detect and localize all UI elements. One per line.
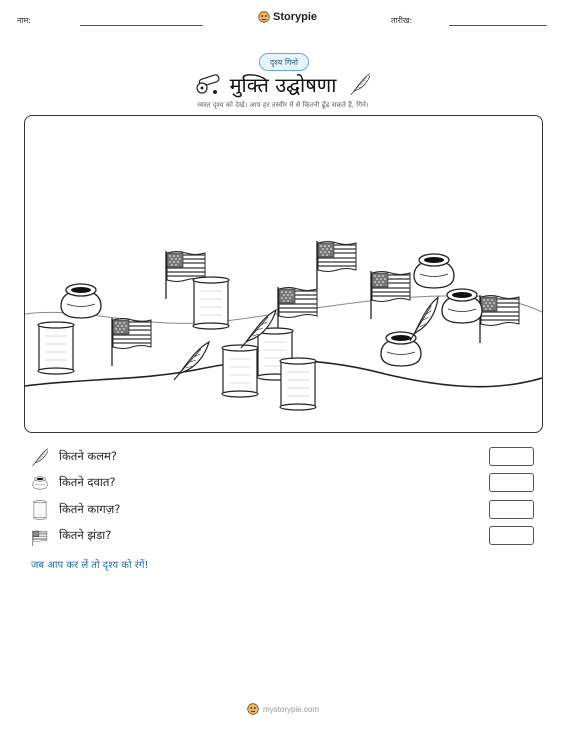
answer-box-quills[interactable] [489, 447, 534, 466]
coloring-note: जब आप कर लें तो दृश्य को रंगें! [31, 560, 149, 571]
answer-box-inkpots[interactable] [489, 473, 534, 492]
footer [0, 703, 566, 715]
storypie-logo-icon [247, 703, 259, 715]
flag-5[interactable] [112, 318, 151, 366]
scroll-1[interactable] [38, 322, 74, 374]
date-line[interactable] [449, 25, 547, 26]
scroll-5[interactable] [280, 358, 316, 410]
answer-box-scrolls[interactable] [489, 500, 534, 519]
question-scrolls [32, 500, 542, 520]
name-line[interactable] [80, 25, 203, 26]
quill-icon [32, 447, 48, 467]
instructions: व्यस्त दृश्य को देखें। आप हर तस्वीर में से कितनी ढूँढ सकते हैं, गिनें। [197, 101, 369, 109]
inkpot-4[interactable] [381, 332, 421, 366]
question-text: कितने दवात? [59, 475, 116, 489]
question-text: कितने झंडा? [59, 528, 112, 542]
inkpot-3[interactable] [442, 289, 482, 323]
question-quills [32, 447, 542, 467]
page-header [0, 10, 566, 34]
name-label: नाम: [17, 16, 31, 25]
page-title: मुक्ति उद्घोषणा [229, 73, 337, 97]
footer-url[interactable]: mystorypie.com [262, 704, 319, 714]
brand-logo [258, 11, 317, 23]
busy-scene[interactable] [24, 115, 543, 433]
inkpot-icon [32, 473, 48, 493]
flag-3[interactable] [371, 271, 410, 319]
answer-box-flags[interactable] [489, 526, 534, 545]
scroll-2[interactable] [193, 277, 229, 329]
question-flags [32, 526, 542, 546]
storypie-logo-icon [258, 11, 270, 23]
brand-name: Storypie [273, 11, 318, 23]
question-text: कितने कागज़? [59, 502, 121, 516]
flag-icon [32, 526, 48, 546]
activity-badge: दृश्य गिनो [259, 53, 309, 71]
quill-1[interactable] [174, 342, 209, 380]
date-label: तारीख: [391, 16, 413, 25]
question-inkpots [32, 473, 542, 493]
quill-icon [350, 72, 370, 96]
scroll-3[interactable] [222, 345, 258, 397]
question-text: कितने कलम? [59, 449, 118, 463]
scroll-icon [32, 500, 48, 520]
flag-6[interactable] [480, 295, 519, 343]
inkpot-2[interactable] [414, 254, 454, 288]
flag-2[interactable] [317, 241, 356, 289]
cannon-icon [193, 72, 221, 96]
inkpot-1[interactable] [61, 284, 101, 318]
